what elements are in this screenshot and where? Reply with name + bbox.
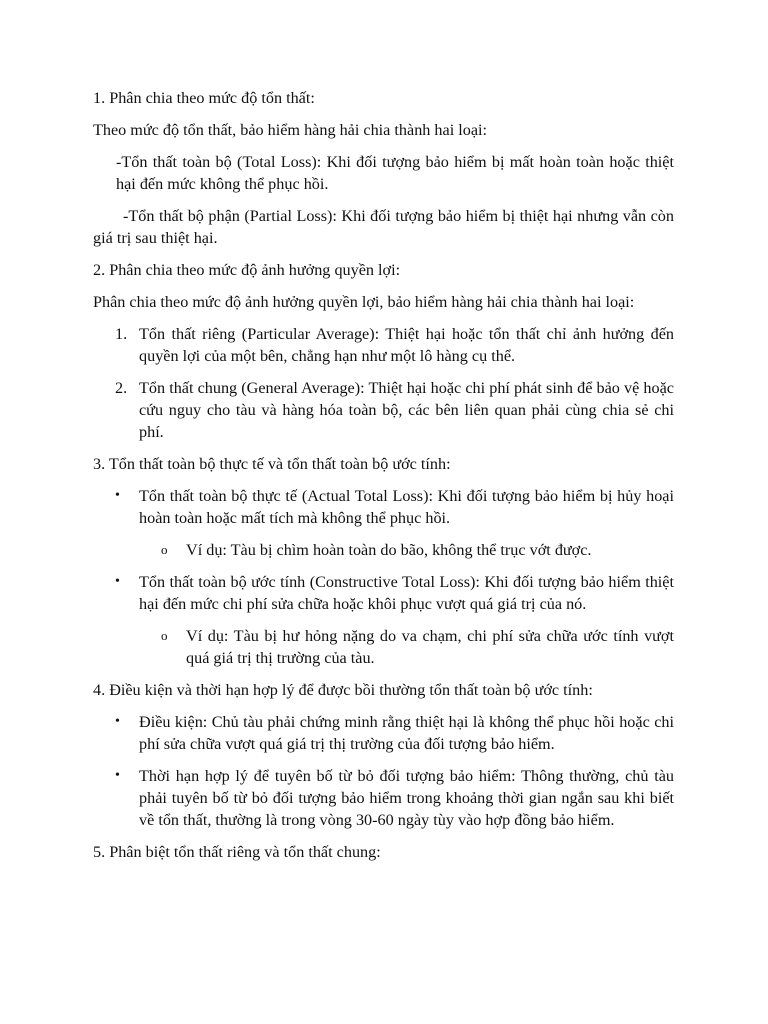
list-item	[93, 765, 674, 831]
list-item-text: Tổn thất chung (General Average): Thiệt hại hoặc chi phí phát sinh để bảo vệ hoặc cứu nguy cho tàu và hàng hóa toàn bộ, các bên liên quan phải cùng chia sẻ chi phí.	[139, 379, 674, 441]
list-item	[93, 377, 674, 443]
circle-bullet-icon: o	[161, 628, 168, 643]
total-loss-types-list	[93, 485, 674, 669]
list-item-text: Tổn thất riêng (Particular Average): Thiệt hại hoặc tổn thất chỉ ảnh hưởng đến quyền lợi của một bên, chẳng hạn như một lô hàng cụ thể.	[139, 325, 674, 365]
list-number: 2.	[115, 379, 128, 397]
list-item	[93, 485, 674, 561]
list-item	[93, 571, 674, 669]
list-item-text: Tổn thất toàn bộ ước tính (Constructive Total Loss): Khi đối tượng bảo hiểm thiệt hại đến mức chi phí sửa chữa hoặc khôi phục vượt quá giá trị của nó.	[139, 573, 674, 613]
example-item	[93, 625, 674, 669]
section-5-heading: 5. Phân biệt tổn thất riêng và tổn thất chung:	[93, 843, 381, 861]
conditions-list	[93, 711, 674, 831]
list-item-text: Thời hạn hợp lý để tuyên bố từ bỏ đối tượng bảo hiểm: Thông thường, chủ tàu phải tuyên bố từ bỏ đối tượng bảo hiểm trong khoảng thời gian ngắn sau khi biết về tổn thất, thường là trong vòng 30-60 ngày tùy vào hợp đồng bảo hiểm.	[139, 767, 674, 829]
example-text: Ví dụ: Tàu bị hư hỏng nặng do va chạm, chi phí sửa chữa ước tính vượt quá giá trị thị trường của tàu.	[186, 627, 674, 667]
section-4-heading: 4. Điều kiện và thời hạn hợp lý để được bồi thường tổn thất toàn bộ ước tính:	[93, 681, 593, 699]
list-item-text: Tổn thất toàn bộ thực tế (Actual Total Loss): Khi đối tượng bảo hiểm bị hủy hoại hoàn toàn hoặc mất tích mà không thể phục hồi.	[139, 487, 674, 527]
bullet-icon: •	[115, 574, 120, 589]
document-body	[93, 87, 674, 863]
circle-bullet-icon: o	[161, 542, 168, 557]
bullet-icon: •	[115, 714, 120, 729]
partial-loss-paragraph: -Tổn thất bộ phận (Partial Loss): Khi đối tượng bảo hiểm bị thiệt hại nhưng vẫn còn giá trị sau thiệt hại.	[93, 207, 674, 247]
list-item	[93, 711, 674, 755]
list-item-text: Điều kiện: Chủ tàu phải chứng minh rằng thiệt hại là không thể phục hồi hoặc chi phí sửa chữa vượt quá giá trị thị trường của đối tượng bảo hiểm.	[139, 713, 674, 753]
section-1-heading: 1. Phân chia theo mức độ tổn thất:	[93, 89, 315, 107]
section-1-intro: Theo mức độ tổn thất, bảo hiểm hàng hải chia thành hai loại:	[93, 121, 488, 139]
average-types-list	[93, 323, 674, 443]
bullet-icon: •	[115, 488, 120, 503]
example-text: Ví dụ: Tàu bị chìm hoàn toàn do bão, không thể trục vớt được.	[186, 541, 592, 559]
list-item	[93, 323, 674, 367]
list-number: 1.	[115, 325, 128, 343]
example-item	[93, 539, 674, 561]
total-loss-paragraph: -Tổn thất toàn bộ (Total Loss): Khi đối tượng bảo hiểm bị mất hoàn toàn hoặc thiệt hại đến mức không thể phục hồi.	[116, 153, 674, 193]
section-2-heading: 2. Phân chia theo mức độ ảnh hưởng quyền lợi:	[93, 261, 401, 279]
bullet-icon: •	[115, 768, 120, 783]
section-3-heading: 3. Tổn thất toàn bộ thực tế và tổn thất toàn bộ ước tính:	[93, 455, 451, 473]
section-2-intro: Phân chia theo mức độ ảnh hưởng quyền lợi, bảo hiểm hàng hải chia thành hai loại:	[93, 293, 635, 311]
